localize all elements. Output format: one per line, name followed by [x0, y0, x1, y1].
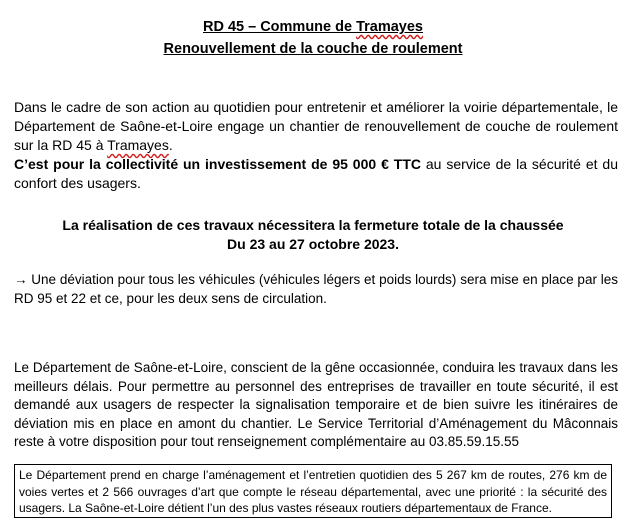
- intro-commune: Tramayes: [107, 137, 169, 153]
- info-box: Le Département prend en charge l’aménagement et l’entretien quotidien des 5 267 km de routes, 276 km de voies vertes et 2 566 ouvrages d’art que compte le réseau départemental, avec une priorité : la sécurité des usagers. La Saône-et-Loire détient l’un des plus vastes réseaux routiers départementaux de France.: [14, 464, 612, 518]
- investment-paragraph: [14, 155, 618, 193]
- intro-end: .: [168, 137, 173, 153]
- title-line-2: Renouvellement de la couche de roulement: [163, 41, 463, 57]
- intro-text: Dans le cadre de son action au quotidien pour entretenir et améliorer la voirie départementale, le Département de Saône-et-Loire engage un chantier de renouvellement de couche de roulement sur la RD 45 à: [14, 99, 618, 153]
- title-prefix: RD 45 – Commune de: [202, 19, 357, 35]
- intro-paragraph: [14, 98, 618, 155]
- closure-line-1: La réalisation de ces travaux nécessitera la fermeture totale de la chaussée: [62, 217, 564, 233]
- deviation-paragraph: [14, 270, 618, 308]
- investment-bold: C’est pour la collectivité un investissement de 95 000 € TTC: [14, 156, 421, 172]
- arrow-right-icon: →: [14, 272, 28, 287]
- deviation-text: Une déviation pour tous les véhicules (véhicules légers et poids lourds) sera mise en place par les RD 95 et 22 et ce, pour les deux sens de circulation.: [14, 272, 618, 306]
- department-paragraph: Le Département de Saône-et-Loire, conscient de la gêne occasionnée, conduira les travaux dans les meilleurs délais. Pour permettre au personnel des entreprises de travailler en toute sécurité, il est demandé aux usagers de respecter la signalisation temporaire et de bien suivre les itinéraires de déviation mis en place en amont du chantier. Le Service Territorial d’Aménagement du Mâconnais reste à votre disposition pour tout renseignement complémentaire au 03.85.59.15.55: [14, 360, 618, 449]
- title-line-1: [0, 19, 626, 35]
- closure-dates: Du 23 au 27 octobre 2023.: [227, 236, 399, 252]
- title-commune: Tramayes: [356, 19, 423, 35]
- investment-rest: au service de la sécurité et du confort des usagers.: [14, 156, 618, 191]
